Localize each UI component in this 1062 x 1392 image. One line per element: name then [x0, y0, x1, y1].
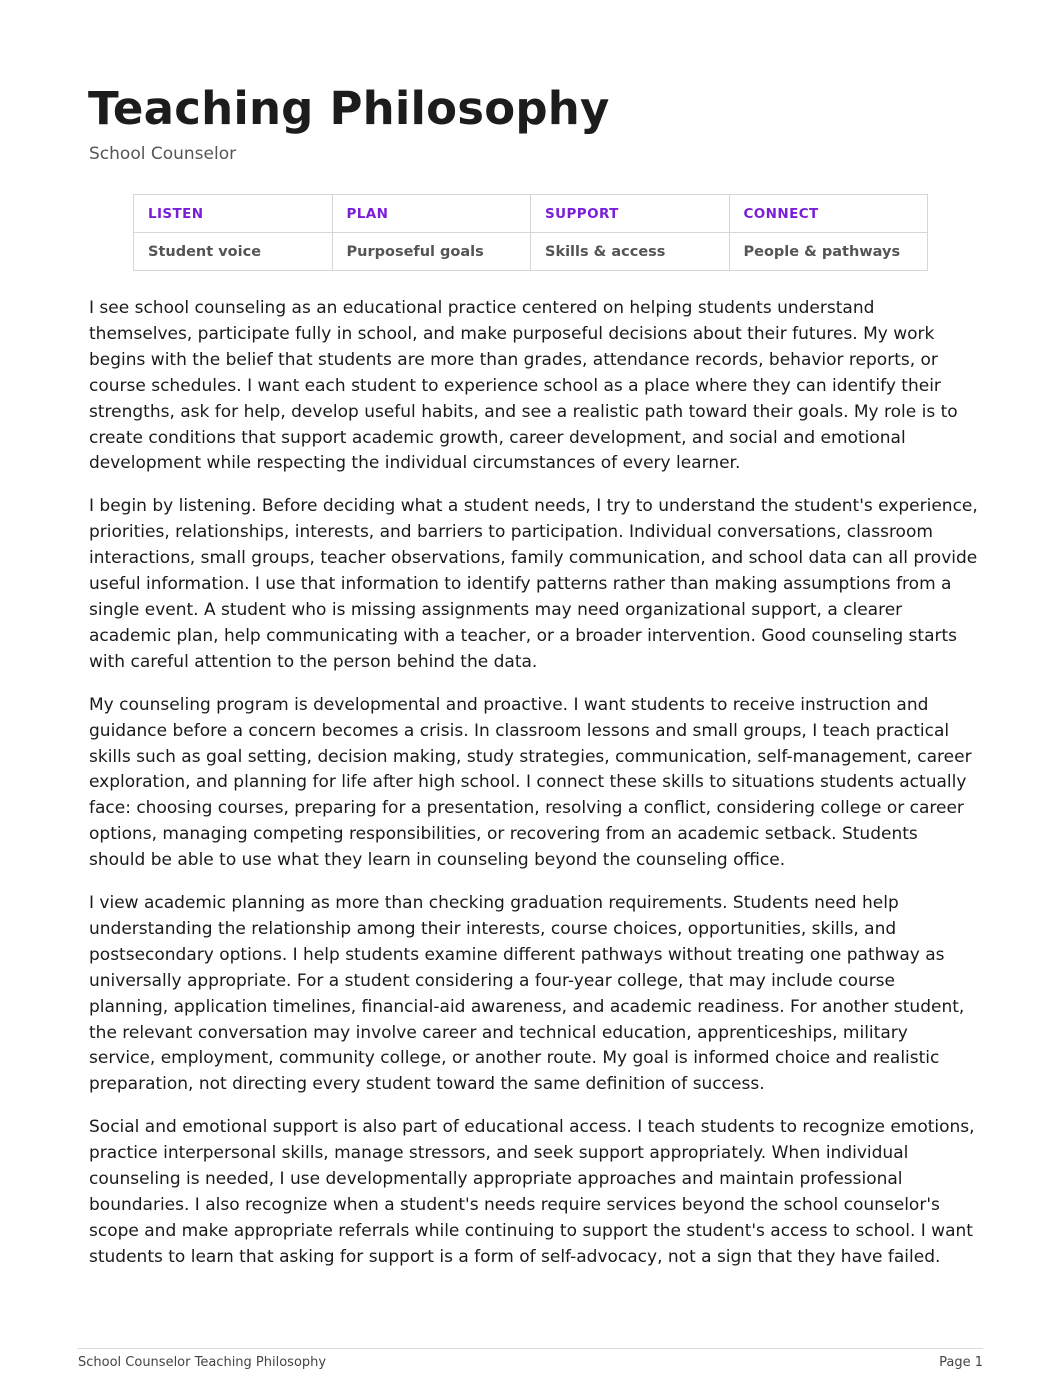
- page-title: Teaching Philosophy: [88, 82, 610, 135]
- pillar-detail-listen: Student voice: [134, 233, 333, 271]
- paragraph-intro: I see school counseling as an educational practice centered on helping students understand themselves, participate fully in school, and make purposeful decisions about their futures. My work begins with the belief that students are more than grades, attendance records, behavior reports, or course schedules. I want each student to experience school as a place where they can identify their strengths, ask for help, develop useful habits, and see a realistic path toward their goals. My role is to create conditions that support academic growth, career development, and social and emotional development while respecting the individual circumstances of every learner.: [89, 298, 958, 474]
- paragraph-academic-planning: I view academic planning as more than checking graduation requirements. Students need help understanding the relationship among their interests, course choices, opportunities, skills, and postsecondary options. I help students examine different pathways without treating one pathway as universally appropriate. For a student considering a four-year college, that may include course planning, application timelines, financial-aid awareness, and academic readiness. For another student, the relevant conversation may involve career and technical education, apprenticeships, military service, employment, community college, or another route. My goal is informed choice and realistic preparation, not directing every student toward the same definition of success.: [89, 893, 965, 1095]
- pillar-label-plan: PLAN: [332, 195, 531, 233]
- paragraph-social-emotional: Social and emotional support is also part of educational access. I teach students to recognize emotions, practice interpersonal skills, manage stressors, and seek support appropriately. When individual counseling is needed, I use developmentally appropriate approaches and maintain professional boundaries. I also recognize when a student's needs require services beyond the school counselor's scope and make appropriate referrals while continuing to support the student's access to school. I want students to learn that asking for support is a form of self-advocacy, not a sign that they have failed.: [89, 1117, 975, 1267]
- pillars-detail-row: [134, 233, 928, 271]
- pillar-detail-plan: Purposeful goals: [332, 233, 531, 271]
- pillar-label-support: SUPPORT: [531, 195, 730, 233]
- footer-divider: [78, 1348, 983, 1349]
- footer-document-title: School Counselor Teaching Philosophy: [78, 1355, 327, 1370]
- paragraph-program: My counseling program is developmental and proactive. I want students to receive instruction and guidance before a concern becomes a crisis. In classroom lessons and small groups, I teach practical skills such as goal setting, decision making, study strategies, communication, self-management, career exploration, and planning for life after high school. I connect these skills to situations students actually face: choosing courses, preparing for a presentation, resolving a conflict, considering college or career options, managing competing responsibilities, or recovering from an academic setback. Students should be able to use what they learn in counseling beyond the counseling office.: [89, 694, 972, 871]
- pillar-label-connect: CONNECT: [729, 195, 928, 233]
- paragraph-listening: I begin by listening. Before deciding what a student needs, I try to understand the student's experience, priorities, relationships, interests, and barriers to participation. Individual conversations, classroom interactions, small groups, teacher observations, family communication, and school data can all provide useful information. I use that information to identify patterns rather than making assumptions from a single event. A student who is missing assignments may need organizational support, a clearer academic plan, help communicating with a teacher, or a broader intervention. Good counseling starts with careful attention to the person behind the data.: [89, 496, 978, 672]
- pillar-detail-support: Skills & access: [531, 233, 730, 271]
- pillar-label-listen: LISTEN: [134, 195, 333, 233]
- pillars-table: [133, 194, 928, 271]
- page-subtitle: School Counselor: [89, 144, 237, 164]
- body-text: [89, 296, 979, 1288]
- footer-page-number: Page 1: [939, 1355, 983, 1370]
- pillar-detail-connect: People & pathways: [729, 233, 928, 271]
- pillars-header-row: [134, 195, 928, 233]
